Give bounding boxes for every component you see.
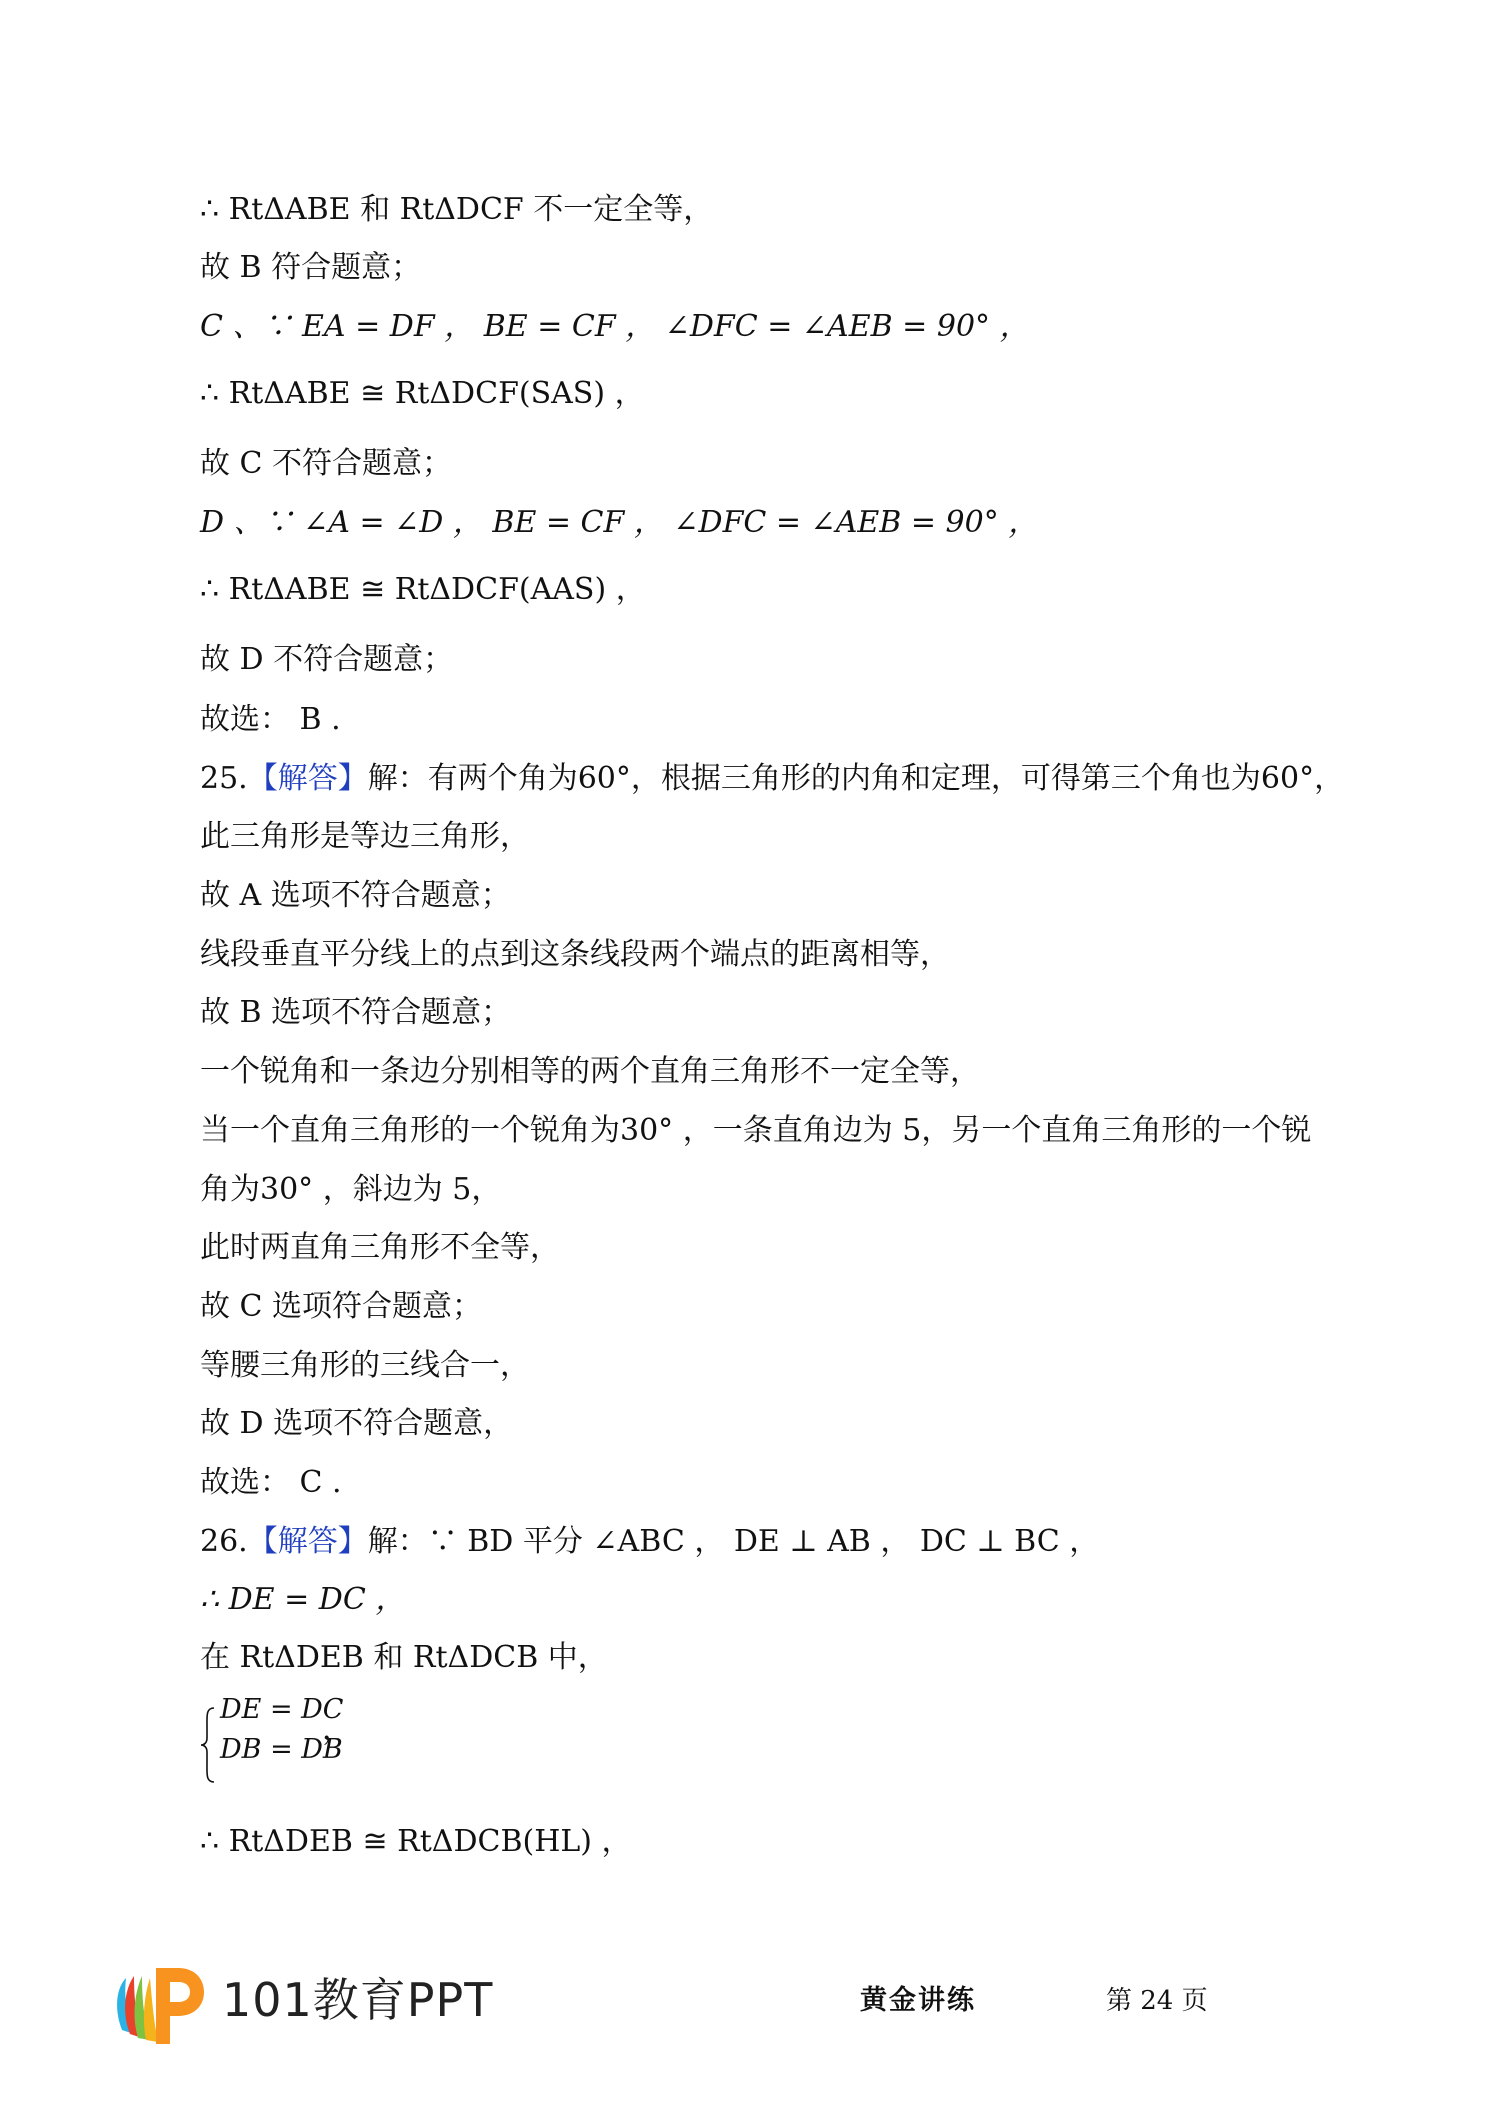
answer-tag: 【解答】 (247, 1524, 368, 1559)
text-line: 此三角形是等边三角形， (200, 819, 530, 854)
answer-tag: 【解答】 (247, 761, 368, 796)
text-line: 故 B 符合题意； (200, 250, 422, 285)
text-line: ∴ RtΔABE 和 RtΔDCF 不一定全等， (200, 192, 714, 227)
text-line: 故 C 不符合题意； (200, 446, 453, 481)
text-line: 角为30° ，斜边为 5， (200, 1172, 502, 1207)
footer-title: 黄金讲练 (860, 1985, 976, 2016)
101-logo-icon (112, 1960, 208, 2050)
question-26-heading (200, 1522, 1099, 1562)
left-brace-icon (200, 1706, 216, 1784)
text-line: 此时两直角三角形不全等， (200, 1230, 560, 1265)
equation-tail: ， (322, 1712, 352, 1747)
text-line: 故选： C . (200, 1465, 342, 1500)
text-line: C 、∵ EA = DF ， BE = CF ， ∠DFC = ∠AEB = 90° ， (200, 309, 1030, 344)
equation-line: DE = DC (220, 1694, 344, 1725)
text-line: ∴ RtΔABE ≅ RtΔDCF(SAS) ， (200, 376, 645, 411)
text-line: 故 D 选项不符合题意， (200, 1406, 514, 1441)
question-25-heading (200, 759, 1344, 799)
text-line: D 、∵ ∠A = ∠D ， BE = CF ， ∠DFC = ∠AEB = 90° ， (200, 505, 1039, 540)
text-line: 一个锐角和一条边分别相等的两个直角三角形不一定全等， (200, 1054, 980, 1089)
question-text: 解：有两个角为60°，根据三角形的内角和定理，可得第三个角也为60°， (367, 761, 1345, 796)
text-line: 故 B 选项不符合题意； (200, 995, 512, 1030)
question-text: 解：∵ BD 平分 ∠ABC ， DE ⊥ AB ， DC ⊥ BC ， (367, 1524, 1100, 1559)
question-number: 26. (200, 1524, 248, 1559)
text-line: 故选： B . (200, 702, 341, 737)
text-line: 故 A 选项不符合题意； (200, 878, 511, 913)
question-number: 25. (200, 761, 248, 796)
text-line: ∴ RtΔDEB ≅ RtΔDCB(HL) ， (200, 1824, 632, 1859)
text-line: 等腰三角形的三线合一， (200, 1348, 530, 1383)
text-line: 故 C 选项符合题意； (200, 1289, 483, 1324)
text-line: 在 RtΔDEB 和 RtΔDCB 中， (200, 1640, 608, 1675)
text-line: 当一个直角三角形的一个锐角为30° ，一条直角边为 5，另一个直角三角形的一个锐 (200, 1113, 1312, 1148)
text-line: ∴ RtΔABE ≅ RtΔDCF(AAS) ， (200, 572, 646, 607)
page-number: 第 24 页 (1106, 1986, 1208, 2016)
brand-name: 101教育PPT (222, 1973, 494, 2027)
text-line: 故 D 不符合题意； (200, 642, 454, 677)
text-line: ∴ DE = DC ， (200, 1582, 406, 1617)
equation-line: DB = DB (220, 1734, 343, 1765)
text-line: 线段垂直平分线上的点到这条线段两个端点的距离相等， (200, 937, 950, 972)
